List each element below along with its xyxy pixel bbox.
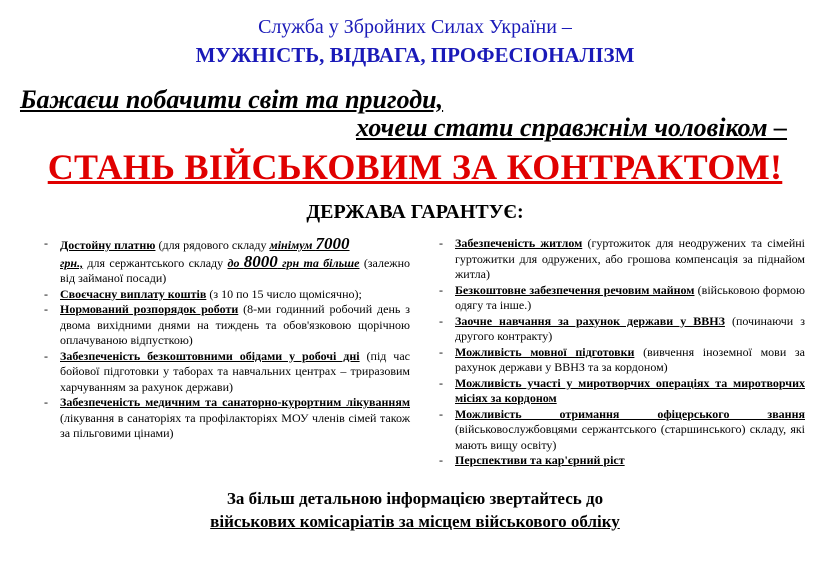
slogan-line-2-dash: – [767, 113, 788, 142]
item-title: Забезпеченість медичним та санаторно-курортним лікуванням [60, 395, 410, 409]
list-item-officer [437, 407, 805, 454]
slogan-line-1: Бажаєш побачити світ та пригоди, [20, 85, 444, 114]
item-title: Достойну платню [60, 238, 156, 252]
right-column [437, 236, 805, 469]
item-text: (військовослужбовцями сержантського (старшинського) складу, які мають вищу освіту) [455, 422, 805, 452]
item-text: (починаючи з другого контракту) [455, 313, 805, 343]
list-item-housing [437, 236, 805, 283]
slogan-line-2 [356, 113, 787, 143]
guarantee-title: ДЕРЖАВА ГАРАНТУЄ: [306, 201, 524, 223]
item-title: Можливість мовної підготовки [455, 344, 635, 359]
salary-amount-1: 7000 [315, 234, 350, 253]
salary-min-label: мінімум [269, 238, 316, 252]
item-text: (військовою формою одягу та інше.) [455, 282, 806, 312]
item-title: Перспективи та кар'єрний ріст [455, 453, 625, 467]
salary-unit-1: грн., [60, 255, 84, 270]
footer-line-2: військових комісаріатів за місцем військового обліку [210, 512, 620, 531]
list-item-salary [42, 236, 410, 287]
item-text: для сержантського складу [83, 255, 228, 270]
footer-line-1: За більш детальною інформацією звертайтесь до [226, 489, 604, 508]
item-text: (для рядового складу [155, 238, 270, 252]
list-item-schedule [42, 302, 410, 349]
salary-unit-2: грн та більше [277, 255, 360, 270]
list-item-peacekeeping [437, 376, 805, 407]
item-text: (залежно від займаної посади) [60, 255, 411, 285]
list-item-language [437, 345, 805, 376]
salary-amount-2: 8000 [243, 251, 278, 271]
salary-to-label: до [227, 255, 244, 270]
item-title: Можливість отримання офіцерського звання [455, 406, 805, 421]
list-item-education [437, 314, 805, 345]
item-title: Забезпеченість безкоштовними обідами у робочі дні [60, 348, 360, 363]
call-to-action: СТАНЬ ВІЙСЬКОВИМ ЗА КОНТРАКТОМ! [47, 147, 783, 187]
item-text: (під час бойової підготовки у таборах та навчальних центрах – триразовим харчуванням за рахунок держави) [60, 348, 410, 394]
list-item-uniform [437, 283, 805, 314]
left-column [42, 236, 410, 442]
item-text: (гуртожиток для неодружених та сімейні гуртожитки для одружених, або грошова компенсація за піднайом житла) [455, 236, 805, 281]
item-title: Забезпеченість житлом [455, 236, 583, 250]
list-item-payment [42, 287, 410, 303]
item-text: (з 10 по 15 число щомісячно); [206, 286, 362, 301]
header-line-1: Служба у Збройних Силах України – [258, 16, 572, 38]
item-title: Заочне навчання за рахунок держави у ВВНЗ [455, 313, 725, 328]
item-text: (лікування в санаторіях та профілакторіях МОУ членів сімей також за пільговими цінами) [60, 410, 410, 440]
item-title: Можливість участі у миротворчих операціях та миротворчих місіях за кордоном [455, 375, 805, 405]
item-title: Своєчасну виплату коштів [60, 286, 207, 301]
list-item-medical [42, 395, 410, 442]
item-text: (8-ми годинний робочий день з двома вихідними днями на тиждень та обов'язковою щорічною оплачуваною відпусткою) [60, 302, 410, 347]
list-item-lunch [42, 349, 410, 396]
item-text: (вивчення іноземної мови за рахунок держави у ВВНЗ та за кордоном) [455, 344, 805, 374]
item-title: Безкоштовне забезпечення речовим майном [455, 282, 695, 297]
item-title: Нормований розпорядок роботи [60, 302, 239, 316]
header-line-2: МУЖНІСТЬ, ВІДВАГА, ПРОФЕСІОНАЛІЗМ [195, 43, 635, 67]
slogan-line-2-text: хочеш стати справжнім чоловіком [356, 113, 768, 142]
list-item-career [437, 453, 805, 469]
